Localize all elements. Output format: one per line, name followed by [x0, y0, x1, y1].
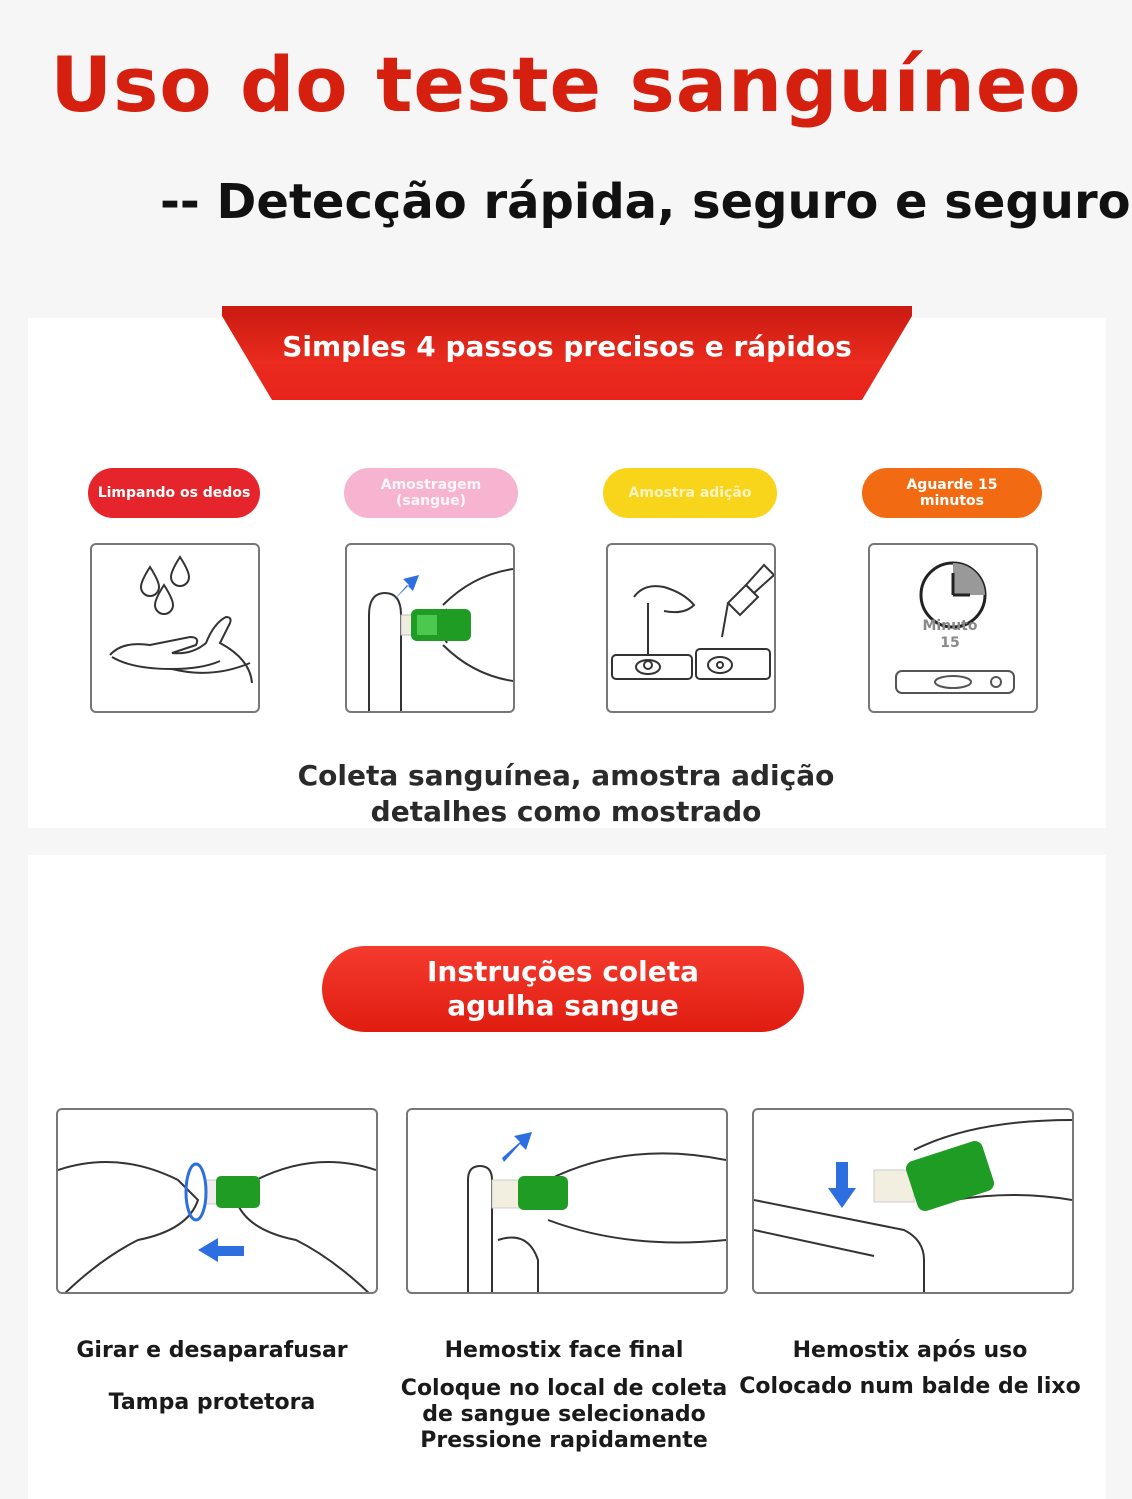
- instruction-image-dispose: [752, 1108, 1074, 1294]
- step-image-wash: [90, 543, 260, 713]
- step-pill-1: Limpando os dedos: [88, 468, 260, 518]
- page-subtitle: -- Detecção rápida, seguro e seguro: [160, 174, 1131, 230]
- timer-text: Minuto 15: [922, 618, 978, 651]
- twist-cap-icon: [58, 1110, 376, 1292]
- instruction-image-press: [406, 1108, 728, 1294]
- instruction-image-twist: [56, 1108, 378, 1294]
- page-title: Uso do teste sanguíneo: [50, 40, 1082, 129]
- press-finger-icon: [408, 1110, 726, 1292]
- step-image-add-sample: [606, 543, 776, 713]
- finger-lancet-icon: [347, 545, 513, 711]
- instructions-heading-button: Instruções coleta agulha sangue: [322, 946, 804, 1032]
- step-pill-2: Amostragem (sangue): [344, 468, 518, 518]
- instruction-2-text: Hemostix face final Coloque no local de coleta de sangue selecionado Pressione rapidamente: [400, 1338, 728, 1453]
- step-pill-4: Aguarde 15 minutos: [862, 468, 1042, 518]
- instruction-1-text: Girar e desaparafusar Tampa protetora: [76, 1338, 348, 1415]
- dispose-bin-icon: [754, 1110, 1072, 1292]
- instruction-3-text: Hemostix após uso Colocado num balde de lixo: [739, 1338, 1081, 1399]
- dropper-test-icon: [608, 545, 774, 711]
- banner-label: Simples 4 passos precisos e rápidos: [282, 330, 852, 363]
- step-pill-3: Amostra adição: [603, 468, 777, 518]
- step-image-sampling: [345, 543, 515, 713]
- steps-caption: Coleta sanguínea, amostra adição detalhes como mostrado: [297, 759, 835, 828]
- hand-water-icon: [92, 545, 258, 711]
